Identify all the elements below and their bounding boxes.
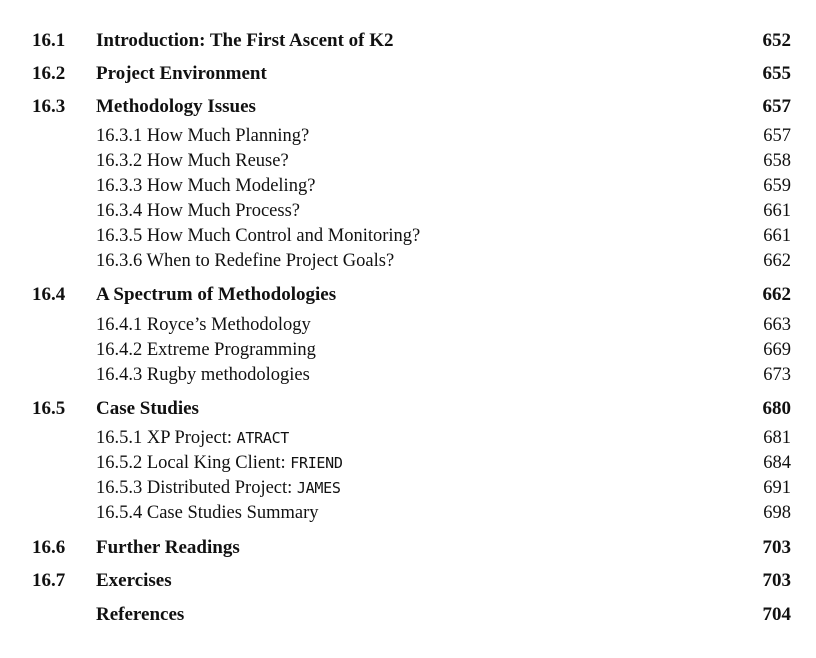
page-number: 691 [763, 478, 791, 498]
toc-subentry-16-3-5 [0, 223, 816, 249]
subsection-title [96, 425, 289, 451]
toc-subentry-16-3-4 [0, 198, 816, 224]
section-number: 16.3 [32, 96, 66, 117]
toc-subentry-16-5-4 [0, 500, 816, 526]
page-number: 658 [763, 151, 791, 171]
section-title: Project Environment [96, 63, 267, 84]
subsection-title-text: 16.5.3 Distributed Project: [96, 478, 297, 498]
toc-entry-16-7 [0, 568, 816, 594]
subsection-title: 16.5.4 Case Studies Summary [96, 503, 319, 523]
subsection-title: 16.3.5 How Much Control and Monitoring? [96, 226, 421, 246]
toc-subentry-16-3-2 [0, 148, 816, 174]
toc-subentry-16-5-3 [0, 475, 816, 501]
section-title: Exercises [96, 570, 172, 591]
toc-subentry-16-3-1 [0, 123, 816, 149]
page-number: 663 [763, 315, 791, 335]
project-name-code: JAMES [296, 479, 341, 497]
section-title: A Spectrum of Methodologies [96, 284, 337, 305]
subsection-title-text: 16.5.2 Local King Client: [96, 453, 291, 473]
page-number: 661 [763, 226, 791, 246]
toc-entry-16-1 [0, 28, 816, 54]
page-number: 659 [763, 176, 791, 196]
subsection-title: 16.3.2 How Much Reuse? [96, 151, 289, 171]
page-number: 673 [763, 365, 791, 385]
toc-subentry-16-4-1 [0, 312, 816, 338]
section-number: 16.5 [32, 398, 66, 419]
section-number: 16.4 [32, 284, 66, 305]
page-number: 652 [762, 30, 791, 51]
toc-subentry-16-5-2 [0, 450, 816, 476]
subsection-title [96, 450, 343, 476]
section-title: References [96, 604, 185, 625]
subsection-title: 16.4.2 Extreme Programming [96, 340, 316, 360]
project-name-code: ATRACT [236, 429, 290, 447]
toc-entry-16-2 [0, 61, 816, 87]
section-number: 16.1 [32, 30, 66, 51]
subsection-title [96, 475, 341, 501]
toc-entry-16-6 [0, 535, 816, 561]
page-number: 703 [762, 570, 791, 591]
subsection-title: 16.3.4 How Much Process? [96, 201, 300, 221]
subsection-title: 16.4.1 Royce’s Methodology [96, 315, 311, 335]
page-number: 657 [762, 96, 791, 117]
toc-subentry-16-3-6 [0, 248, 816, 274]
toc-entry-16-4 [0, 282, 816, 308]
subsection-title: 16.3.6 When to Redefine Project Goals? [96, 251, 395, 271]
page-number: 681 [763, 428, 791, 448]
toc-subentry-16-3-3 [0, 173, 816, 199]
subsection-title: 16.3.1 How Much Planning? [96, 126, 310, 146]
section-title: Case Studies [96, 398, 199, 419]
page-number: 698 [763, 503, 791, 523]
page-number: 680 [762, 398, 791, 419]
page-number: 657 [763, 126, 791, 146]
subsection-title: 16.4.3 Rugby methodologies [96, 365, 310, 385]
section-number: 16.6 [32, 537, 66, 558]
section-title: Introduction: The First Ascent of K2 [96, 30, 394, 51]
toc-subentry-16-4-2 [0, 337, 816, 363]
subsection-title: 16.3.3 How Much Modeling? [96, 176, 316, 196]
toc-entry-16-5 [0, 396, 816, 422]
subsection-title-text: 16.5.1 XP Project: [96, 428, 237, 448]
section-title: Further Readings [96, 537, 240, 558]
toc-entry-references [0, 602, 816, 628]
page-number: 662 [763, 251, 791, 271]
section-number: 16.2 [32, 63, 66, 84]
page-number: 661 [763, 201, 791, 221]
toc-entry-16-3 [0, 94, 816, 120]
page-number: 669 [763, 340, 791, 360]
page-number: 662 [762, 284, 791, 305]
page-number: 684 [763, 453, 791, 473]
project-name-code: FRIEND [290, 454, 343, 472]
section-title: Methodology Issues [96, 96, 256, 117]
page-number: 704 [762, 604, 791, 625]
section-number: 16.7 [32, 570, 66, 591]
page-number: 655 [762, 63, 791, 84]
toc-subentry-16-4-3 [0, 362, 816, 388]
page-number: 703 [762, 537, 791, 558]
toc-subentry-16-5-1 [0, 425, 816, 451]
